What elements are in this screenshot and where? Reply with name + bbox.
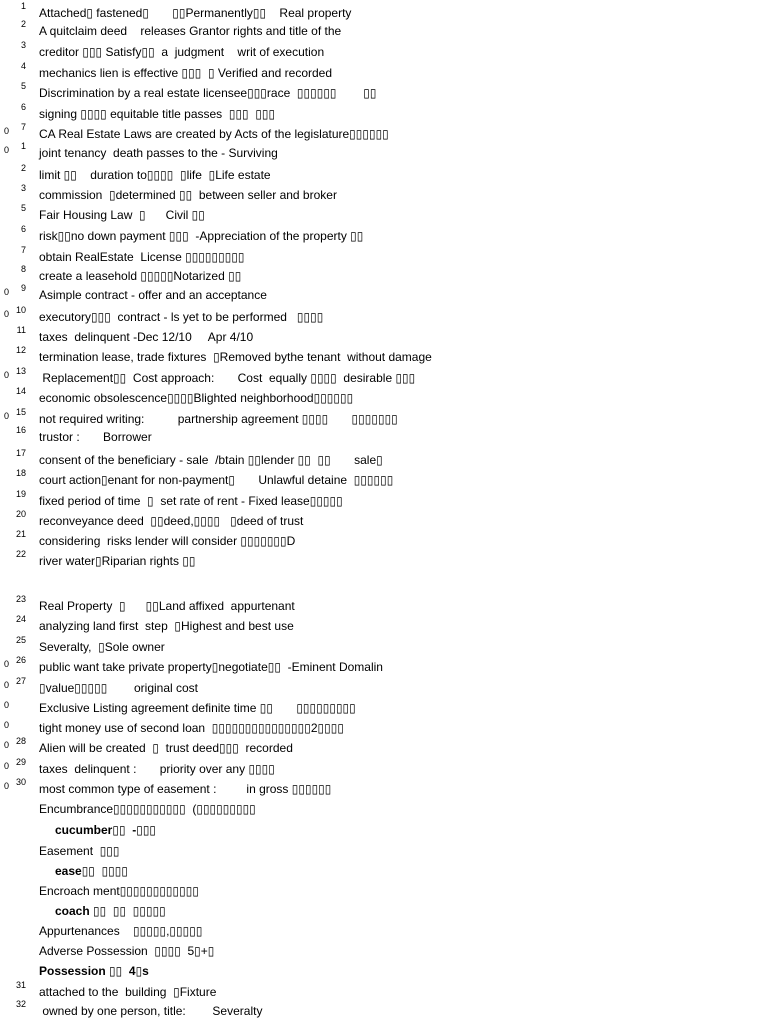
text-line: [0, 777, 768, 801]
line-text: signing ▯▯▯▯ equitable title passes ▯▯▯ ▯▯▯: [39, 107, 276, 121]
line-text: commission ▯determined ▯▯ between seller and broker: [39, 188, 337, 202]
line-text: river water▯Riparian rights ▯▯: [39, 554, 196, 568]
text-line: [0, 822, 768, 842]
line-marker: 0: [4, 700, 10, 710]
line-marker: 0: [4, 309, 10, 319]
line-marker: 0: [4, 740, 10, 750]
text-line: [0, 425, 768, 449]
text-line: [0, 863, 768, 883]
line-marker: 0: [4, 145, 10, 155]
text-line: [0, 386, 768, 410]
line-text: analyzing land first step ▯Highest and best use: [39, 619, 294, 633]
text-line: [0, 203, 768, 227]
line-text: creditor ▯▯▯ Satisfy▯▯ a judgment writ of execution: [39, 45, 325, 59]
text-line: [0, 141, 768, 165]
text-line: [0, 529, 768, 553]
line-text: joint tenancy death passes to the - Surviving: [39, 146, 278, 160]
line-text: reconveyance deed ▯▯deed,▯▯▯▯ ▯deed of trust: [39, 514, 304, 528]
line-number: 27: [15, 676, 26, 686]
line-text: trustor : Borrower: [39, 430, 152, 444]
text-line: [0, 923, 768, 943]
line-text: coach ▯▯ ▯▯ ▯▯▯▯▯: [55, 904, 166, 918]
line-text: Discrimination by a real estate licensee▯▯▯race ▯▯▯▯▯▯ ▯▯: [39, 86, 377, 100]
line-number: 2: [20, 19, 26, 29]
text-line: [0, 245, 768, 269]
line-number: 15: [15, 407, 26, 417]
line-text: attached to the building ▯Fixture: [39, 985, 217, 999]
line-text: Severalty, ▯Sole owner: [39, 640, 165, 654]
line-number: 24: [15, 614, 26, 624]
line-marker: 0: [4, 761, 10, 771]
line-text: owned by one person, title: Severalty: [39, 1004, 263, 1018]
line-text: Attached▯ fastened▯ ▯▯Permanently▯▯ Real property: [39, 6, 352, 20]
text-line: [0, 883, 768, 903]
line-text: taxes delinquent -Dec 12/10 Apr 4/10: [39, 330, 254, 344]
text-line: [0, 163, 768, 187]
text-line: [0, 757, 768, 781]
line-text: Easement ▯▯▯: [39, 844, 120, 858]
line-number: 11: [16, 325, 26, 335]
line-text: Fair Housing Law ▯ Civil ▯▯: [39, 208, 205, 222]
text-line: [0, 345, 768, 369]
line-text: Encroach ment▯▯▯▯▯▯▯▯▯▯▯▯: [39, 884, 199, 898]
line-text: A quitclaim deed releases Grantor rights and title of the: [39, 24, 342, 38]
line-number: 29: [15, 757, 26, 767]
text-line: [0, 999, 768, 1023]
line-text: consent of the beneficiary - sale /btain ▯▯lender ▯▯ ▯▯ sale▯: [39, 453, 383, 467]
line-marker: 0: [4, 287, 10, 297]
line-marker: 0: [4, 680, 10, 690]
line-number: 1: [20, 141, 26, 151]
text-line: [0, 102, 768, 126]
line-number: 31: [15, 980, 26, 990]
text-line: [0, 963, 768, 983]
line-text: tight money use of second loan ▯▯▯▯▯▯▯▯▯▯▯▯▯▯▯2▯▯▯▯: [39, 721, 344, 735]
line-text: executory▯▯▯ contract - ls yet to be performed ▯▯▯▯: [39, 310, 324, 324]
text-line: [0, 81, 768, 105]
text-line: [0, 549, 768, 573]
line-text: Appurtenances ▯▯▯▯▯,▯▯▯▯▯: [39, 924, 203, 938]
text-line: [0, 40, 768, 64]
text-line: [0, 801, 768, 821]
line-number: 20: [15, 509, 26, 519]
line-number: 22: [15, 549, 26, 559]
line-number: 10: [15, 305, 26, 315]
text-line: [0, 468, 768, 492]
line-text: Real Property ▯ ▯▯Land affixed appurtenant: [39, 599, 295, 613]
text-line: [0, 1, 768, 25]
text-line: [0, 635, 768, 659]
line-number: 6: [20, 102, 26, 112]
text-line: [0, 736, 768, 760]
line-number: 9: [20, 283, 26, 293]
line-number: 8: [20, 264, 26, 274]
text-line: [0, 903, 768, 923]
line-number: 1: [20, 1, 26, 11]
text-line: [0, 183, 768, 207]
text-line: [0, 489, 768, 513]
text-line: [0, 122, 768, 146]
line-text: limit ▯▯ duration to▯▯▯▯ ▯life ▯Life estate: [39, 168, 271, 182]
text-line: [0, 305, 768, 329]
line-text: economic obsolescence▯▯▯▯Blighted neighborhood▯▯▯▯▯▯: [39, 391, 354, 405]
text-line: [0, 61, 768, 85]
line-marker: 0: [4, 126, 10, 136]
line-text: public want take private property▯negotiate▯▯ -Eminent Domalin: [39, 660, 383, 674]
line-marker: 0: [4, 720, 10, 730]
line-number: 2: [20, 163, 26, 173]
line-text: Encumbrance▯▯▯▯▯▯▯▯▯▯▯ (▯▯▯▯▯▯▯▯▯: [39, 802, 256, 816]
line-marker: 0: [4, 781, 10, 791]
line-marker: 0: [4, 659, 10, 669]
line-number: 19: [15, 489, 26, 499]
line-number: 21: [15, 529, 26, 539]
line-text: court action▯enant for non-payment▯ Unlawful detaine ▯▯▯▯▯▯: [39, 473, 394, 487]
line-text: Exclusive Listing agreement definite time ▯▯ ▯▯▯▯▯▯▯▯▯: [39, 701, 356, 715]
text-line: [0, 676, 768, 700]
line-text: Adverse Possession ▯▯▯▯ 5▯+▯: [39, 944, 215, 958]
line-number: 3: [20, 183, 26, 193]
line-number: 7: [20, 122, 26, 132]
line-text: obtain RealEstate License ▯▯▯▯▯▯▯▯▯: [39, 250, 245, 264]
line-number: 32: [15, 999, 26, 1009]
line-text: taxes delinquent : priority over any ▯▯▯▯: [39, 762, 275, 776]
line-text: cucumber▯▯ -▯▯▯: [55, 823, 157, 837]
line-marker: 0: [4, 370, 10, 380]
line-number: 4: [20, 61, 26, 71]
text-line: [0, 283, 768, 307]
line-number: 5: [20, 203, 26, 213]
text-line: [0, 980, 768, 1004]
line-text: CA Real Estate Laws are created by Acts of the legislature▯▯▯▯▯▯: [39, 127, 389, 141]
line-text: termination lease, trade fixtures ▯Removed bythe tenant without damage: [39, 350, 432, 364]
line-number: 7: [20, 245, 26, 255]
line-number: 14: [15, 386, 26, 396]
line-number: 13: [15, 366, 26, 376]
line-text: risk▯▯no down payment ▯▯▯ -Appreciation of the property ▯▯: [39, 229, 364, 243]
line-text: Possession ▯▯ 4▯s: [39, 964, 149, 978]
line-text: ▯value▯▯▯▯▯ original cost: [39, 681, 199, 695]
text-line: [0, 655, 768, 679]
line-text: ease▯▯ ▯▯▯▯: [55, 864, 128, 878]
line-marker: 0: [4, 411, 10, 421]
line-number: 3: [20, 40, 26, 50]
text-line: [0, 448, 768, 472]
line-number: 23: [15, 594, 26, 604]
line-number: 18: [15, 468, 26, 478]
line-text: Asimple contract - offer and an acceptance: [39, 288, 267, 302]
line-number: 28: [15, 736, 26, 746]
text-line: [0, 407, 768, 431]
line-number: 12: [15, 345, 26, 355]
line-number: 25: [15, 635, 26, 645]
text-line: [0, 843, 768, 863]
text-line: [0, 720, 768, 740]
text-line: [0, 614, 768, 638]
line-text: fixed period of time ▯ set rate of rent - Fixed lease▯▯▯▯▯: [39, 494, 343, 508]
line-number: 16: [15, 425, 26, 435]
text-line: [0, 700, 768, 720]
text-line: [0, 943, 768, 963]
line-text: Alien will be created ▯ trust deed▯▯▯ recorded: [39, 741, 293, 755]
line-text: most common type of easement : in gross ▯▯▯▯▯▯: [39, 782, 332, 796]
line-number: 6: [20, 224, 26, 234]
text-line: [0, 509, 768, 533]
text-line: [0, 264, 768, 288]
line-number: 17: [15, 448, 26, 458]
line-number: 26: [15, 655, 26, 665]
line-text: mechanics lien is effective ▯▯▯ ▯ Verified and recorded: [39, 66, 333, 80]
text-line: [0, 19, 768, 43]
line-text: create a leasehold ▯▯▯▯▯Notarized ▯▯: [39, 269, 242, 283]
text-line: [0, 366, 768, 390]
line-text: considering risks lender will consider ▯▯▯▯▯▯▯D: [39, 534, 296, 548]
text-line: [0, 594, 768, 618]
line-text: Replacement▯▯ Cost approach: Cost equally ▯▯▯▯ desirable ▯▯▯: [39, 371, 416, 385]
line-text: not required writing: partnership agreement ▯▯▯▯ ▯▯▯▯▯▯▯: [39, 412, 398, 426]
text-line: [0, 224, 768, 248]
line-number: 5: [20, 81, 26, 91]
line-number: 30: [15, 777, 26, 787]
text-line: [0, 325, 768, 349]
